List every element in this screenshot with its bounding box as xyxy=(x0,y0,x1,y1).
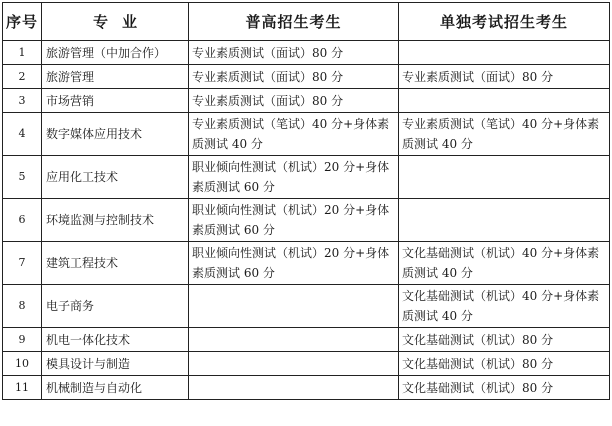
row-general-text: 职业倾向性测试（机试）20 分+身体素质测试 60 分 xyxy=(192,203,390,237)
row-separate xyxy=(399,199,610,242)
row-seq: 6 xyxy=(3,199,42,242)
table-row xyxy=(3,352,610,376)
row-general xyxy=(189,41,399,65)
row-separate xyxy=(399,376,610,400)
row-separate-text: 专业素质测试（面试）80 分 xyxy=(402,69,554,84)
row-general xyxy=(189,242,399,285)
row-major: 应用化工技术 xyxy=(42,156,189,199)
row-major: 市场营销 xyxy=(42,89,189,113)
row-separate xyxy=(399,328,610,352)
row-separate-text: 专业素质测试（笔试）40 分+身体素质测试 40 分 xyxy=(402,117,600,151)
row-seq: 5 xyxy=(3,156,42,199)
row-major: 电子商务 xyxy=(42,285,189,328)
table-row xyxy=(3,89,610,113)
table-row xyxy=(3,328,610,352)
row-general xyxy=(189,352,399,376)
row-general xyxy=(189,156,399,199)
row-general xyxy=(189,113,399,156)
table-row xyxy=(3,113,610,156)
row-separate-text: 文化基础测试（机试）40 分+身体素质测试 40 分 xyxy=(402,289,600,323)
row-separate xyxy=(399,89,610,113)
table-row xyxy=(3,65,610,89)
row-general-text: 专业素质测试（面试）80 分 xyxy=(192,45,344,60)
row-seq: 7 xyxy=(3,242,42,285)
row-separate-text: 文化基础测试（机试）80 分 xyxy=(402,380,554,395)
row-seq: 10 xyxy=(3,352,42,376)
header-general: 普高招生考生 xyxy=(189,3,399,41)
row-major: 数字媒体应用技术 xyxy=(42,113,189,156)
row-major: 旅游管理 xyxy=(42,65,189,89)
row-general-text: 专业素质测试（面试）80 分 xyxy=(192,69,344,84)
row-seq: 2 xyxy=(3,65,42,89)
row-separate-text: 文化基础测试（机试）80 分 xyxy=(402,332,554,347)
row-major: 建筑工程技术 xyxy=(42,242,189,285)
table-row xyxy=(3,156,610,199)
row-general-text: 专业素质测试（面试）80 分 xyxy=(192,93,344,108)
row-separate xyxy=(399,242,610,285)
row-seq: 1 xyxy=(3,41,42,65)
table-row xyxy=(3,376,610,400)
row-general-text: 职业倾向性测试（机试）20 分+身体素质测试 60 分 xyxy=(192,160,390,194)
row-separate xyxy=(399,41,610,65)
table-header-row xyxy=(3,3,610,41)
row-general xyxy=(189,89,399,113)
row-major: 环境监测与控制技术 xyxy=(42,199,189,242)
row-separate xyxy=(399,156,610,199)
row-major: 机电一体化技术 xyxy=(42,328,189,352)
row-general xyxy=(189,285,399,328)
row-general-text: 专业素质测试（笔试）40 分+身体素质测试 40 分 xyxy=(192,117,390,151)
row-seq: 4 xyxy=(3,113,42,156)
row-seq: 11 xyxy=(3,376,42,400)
row-major: 旅游管理（中加合作） xyxy=(42,41,189,65)
row-separate xyxy=(399,285,610,328)
row-seq: 9 xyxy=(3,328,42,352)
row-major: 模具设计与制造 xyxy=(42,352,189,376)
table-row xyxy=(3,285,610,328)
row-separate xyxy=(399,113,610,156)
table-row xyxy=(3,199,610,242)
row-general xyxy=(189,328,399,352)
header-major: 专业 xyxy=(42,3,189,41)
row-general xyxy=(189,376,399,400)
table-row xyxy=(3,242,610,285)
table-row xyxy=(3,41,610,65)
row-separate xyxy=(399,65,610,89)
row-separate xyxy=(399,352,610,376)
row-general-text: 职业倾向性测试（机试）20 分+身体素质测试 60 分 xyxy=(192,246,390,280)
header-seq: 序号 xyxy=(3,3,42,41)
row-seq: 8 xyxy=(3,285,42,328)
row-seq: 3 xyxy=(3,89,42,113)
row-general xyxy=(189,65,399,89)
row-general xyxy=(189,199,399,242)
exam-table xyxy=(2,2,610,400)
row-major: 机械制造与自动化 xyxy=(42,376,189,400)
header-separate: 单独考试招生考生 xyxy=(399,3,610,41)
row-separate-text: 文化基础测试（机试）80 分 xyxy=(402,356,554,371)
row-separate-text: 文化基础测试（机试）40 分+身体素质测试 40 分 xyxy=(402,246,600,280)
